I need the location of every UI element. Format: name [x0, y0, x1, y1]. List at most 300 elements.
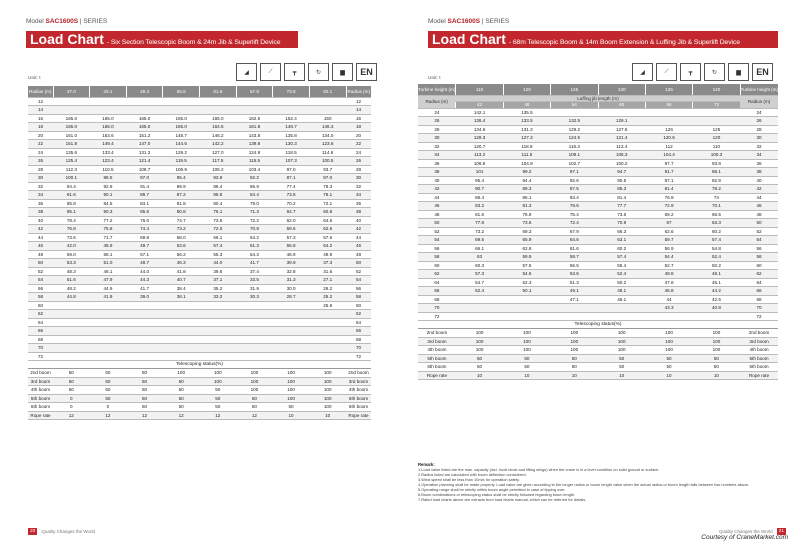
load-cell [456, 312, 503, 321]
load-cell: 129.2 [551, 125, 598, 134]
radius-cell: 56 [28, 284, 53, 293]
load-cell: 95.1 [53, 208, 90, 217]
turbine-height-cell: 120 [503, 84, 550, 95]
load-cell: 99.2 [503, 168, 550, 177]
load-cell: 133.4 [90, 148, 127, 157]
load-cell: 139.8 [236, 140, 273, 149]
boom-length-header: 49.3 [126, 86, 163, 97]
load-cell [163, 97, 200, 106]
percent-cell: 50 [163, 386, 200, 395]
unit-label: Unit: t [428, 76, 441, 81]
load-cell [126, 97, 163, 106]
load-cell: 165.0 [200, 114, 237, 123]
load-cell: 135.8 [273, 131, 310, 140]
table-row [418, 278, 778, 287]
load-cell [126, 301, 163, 310]
load-cell: 51.0 [90, 259, 127, 268]
radius-cell: 44 [418, 193, 456, 202]
load-cell: 106.9 [163, 165, 200, 174]
radius-cell: 44 [740, 193, 778, 202]
radius-cell: 44 [28, 233, 53, 242]
turbine-height-header: Turbine height (m) [740, 84, 778, 95]
percent-cell: 100 [693, 346, 740, 355]
crane-boom-icon: ◢ [236, 63, 257, 81]
load-cell: 63.3 [693, 219, 740, 228]
load-cell [503, 312, 550, 321]
radius-cell: 72 [28, 352, 53, 361]
radius-cell: 44 [346, 233, 371, 242]
load-cell: 93.8 [200, 174, 237, 183]
load-cell: 104.4 [645, 151, 692, 160]
radius-cell: 28 [740, 125, 778, 134]
load-cell: 83.4 [551, 193, 598, 202]
load-cell: 79.6 [551, 202, 598, 211]
load-cell: 124.9 [236, 148, 273, 157]
load-cell: 92.6 [551, 176, 598, 185]
load-cell: 165.0 [163, 123, 200, 132]
radius-cell: 42 [418, 185, 456, 194]
load-cell [163, 335, 200, 344]
table-row [418, 142, 778, 151]
load-cell: 66.1 [456, 244, 503, 253]
radius-cell: 50 [28, 259, 53, 268]
load-cell: 87.1 [273, 174, 310, 183]
radius-cell: 26 [418, 117, 456, 126]
percent-cell: 100 [309, 377, 346, 386]
load-cell: 50.1 [503, 287, 550, 296]
load-cell: 90.7 [456, 185, 503, 194]
load-cell: 148.7 [273, 123, 310, 132]
load-cell: 30.0 [273, 284, 310, 293]
load-cell: 94.4 [503, 176, 550, 185]
radius-cell: 46 [418, 202, 456, 211]
luffing-jib-length-cell: 54 [551, 102, 598, 109]
load-cell: 113.2 [456, 151, 503, 160]
load-cell: 69.3 [503, 227, 550, 236]
load-cell [645, 312, 692, 321]
load-cell [309, 318, 346, 327]
percent-cell: 50 [90, 394, 127, 403]
table-row [418, 304, 778, 313]
boom-section-cell: 2nd boom [418, 329, 456, 338]
radius-cell: 52 [346, 267, 371, 276]
load-cell: 56.8 [273, 242, 310, 251]
table-row [28, 250, 371, 259]
load-cell [273, 310, 310, 319]
load-cell: 112.3 [53, 165, 90, 174]
percent-cell: 100 [503, 346, 550, 355]
percent-cell: 100 [645, 329, 692, 338]
percent-cell: 100 [200, 377, 237, 386]
load-cell: 100.1 [53, 174, 90, 183]
load-cell: 25.8 [309, 301, 346, 310]
load-cell: 81.4 [645, 185, 692, 194]
load-cell [551, 304, 598, 313]
boom-section-cell: 5th boom [740, 354, 778, 363]
load-cell: 42.0 [53, 242, 90, 251]
load-cell: 64.7 [273, 208, 310, 217]
load-cell: 75.6 [90, 225, 127, 234]
load-cell [236, 301, 273, 310]
load-cell: 131.3 [503, 125, 550, 134]
load-cell: 77.8 [456, 219, 503, 228]
radius-cell: 68 [418, 295, 456, 304]
load-cell: 72.1 [309, 199, 346, 208]
percent-cell: 50 [645, 354, 692, 363]
load-cell: 48.3 [53, 267, 90, 276]
radius-cell: 34 [28, 191, 53, 200]
load-cell [200, 310, 237, 319]
telescoping-row [28, 403, 371, 412]
boom-section-cell: 3rd boom [346, 377, 371, 386]
load-cell: 102.7 [551, 159, 598, 168]
radius-cell: 18 [28, 123, 53, 132]
percent-cell: 50 [551, 363, 598, 372]
load-cell: 31.3 [273, 276, 310, 285]
percent-cell: 100 [309, 394, 346, 403]
radius-cell: 64 [28, 318, 53, 327]
turbine-height-cell: 135 [645, 84, 692, 95]
load-cell: 67 [645, 219, 692, 228]
table-row [28, 310, 371, 319]
crane-config-icons [632, 63, 773, 81]
series-model: Model [26, 18, 46, 25]
load-cell: 41.8 [163, 267, 200, 276]
load-cell: 37.1 [200, 276, 237, 285]
percent-cell: 50 [456, 363, 503, 372]
load-cell: 60.8 [309, 208, 346, 217]
load-cell: 89.9 [163, 182, 200, 191]
radius-cell: 32 [418, 142, 456, 151]
load-cell: 83.2 [456, 202, 503, 211]
table-row [28, 208, 371, 217]
load-cell: 90.3 [90, 208, 127, 217]
radius-cell: 46 [346, 242, 371, 251]
boom-section-cell: Rope rate [740, 371, 778, 380]
language-badge: EN [356, 63, 377, 81]
load-cell: 39.6 [200, 267, 237, 276]
load-cell: 58.1 [90, 250, 127, 259]
table-row [28, 216, 371, 225]
load-cell: 127.0 [200, 148, 237, 157]
boom-section-cell: 5th boom [28, 394, 53, 403]
load-cell [503, 295, 550, 304]
load-cell: 72.2 [236, 216, 273, 225]
load-cell: 110.5 [90, 165, 127, 174]
telescoping-row [418, 329, 778, 338]
boom-section-cell: 2nd boom [28, 369, 53, 378]
load-chart-subtitle: - Six Section Telescopic Boom & 24m Jib & Superlift Device [106, 39, 281, 46]
unit-label: Unit: t [28, 76, 41, 81]
load-cell [90, 318, 127, 327]
load-cell: 114.6 [309, 148, 346, 157]
remark-item: 6.Boom combinations or telescoping status shall be strictly followed regarding boom length. [418, 492, 576, 497]
load-cell [456, 295, 503, 304]
table-row [418, 261, 778, 270]
radius-cell: 48 [346, 250, 371, 259]
load-cell [90, 327, 127, 336]
percent-cell: 50 [503, 363, 550, 372]
load-cell: 38.4 [163, 284, 200, 293]
load-cell: 70.2 [273, 199, 310, 208]
load-cell: 97.1 [551, 168, 598, 177]
radius-cell: 12 [28, 97, 53, 106]
table-row [418, 108, 778, 117]
load-cell: 42.5 [693, 295, 740, 304]
load-cell: 88.1 [693, 168, 740, 177]
radius-cell: 60 [740, 261, 778, 270]
percent-cell: 50 [126, 403, 163, 412]
load-cell [53, 310, 90, 319]
boom-section-cell: 4th boom [346, 386, 371, 395]
load-cell: 77.7 [598, 202, 645, 211]
telescoping-row [28, 394, 371, 403]
percent-cell: 50 [126, 394, 163, 403]
rotation-360-icon: ↻ [704, 63, 725, 81]
radius-cell: 24 [740, 108, 778, 117]
radius-cell: 38 [28, 208, 53, 217]
load-cell [273, 327, 310, 336]
load-cell: 165.0 [163, 114, 200, 123]
boom-section-cell: 2nd boom [740, 329, 778, 338]
table-row [418, 134, 778, 143]
load-cell: 48.1 [598, 287, 645, 296]
remark-item: 4.Operation planning shall be made properly. Load value are given according to the longer radius or boom length value when the actual radius or boom length falls between two numbers above. [418, 482, 750, 487]
load-cell: 35.2 [200, 284, 237, 293]
load-cell: 25.2 [309, 293, 346, 302]
table-row [28, 165, 371, 174]
radius-cell: 32 [346, 182, 371, 191]
load-cell: 92.2 [236, 174, 273, 183]
percent-cell: 50 [90, 386, 127, 395]
radius-cell: 56 [418, 244, 456, 253]
percent-cell: 100 [236, 386, 273, 395]
counterweight-icon: ▆ [728, 63, 749, 81]
load-cell: 59.9 [503, 253, 550, 262]
load-cell: 64.2 [309, 242, 346, 251]
radius-cell: 52 [418, 227, 456, 236]
load-cell: 106.6 [456, 159, 503, 168]
table-row [28, 225, 371, 234]
percent-cell: 0 [90, 403, 127, 412]
percent-cell: 100 [598, 346, 645, 355]
load-cell: 135.5 [503, 108, 550, 117]
radius-cell: 52 [740, 227, 778, 236]
outrigger-icon: ┳ [680, 63, 701, 81]
load-cell: 110 [693, 142, 740, 151]
radius-cell: 58 [418, 253, 456, 262]
rotation-360-icon: ↻ [308, 63, 329, 81]
load-cell: 147.0 [126, 140, 163, 149]
load-cell [236, 318, 273, 327]
percent-cell: 50 [163, 377, 200, 386]
load-cell: 126 [645, 125, 692, 134]
percent-cell: 10 [598, 371, 645, 380]
percent-cell: 50 [126, 369, 163, 378]
percent-cell: 100 [309, 369, 346, 378]
load-cell: 57.1 [126, 250, 163, 259]
load-cell: 52.4 [598, 270, 645, 279]
load-cell [236, 327, 273, 336]
load-cell: 119.5 [163, 157, 200, 166]
load-cell [53, 335, 90, 344]
load-cell: 44.3 [126, 276, 163, 285]
load-cell [693, 117, 740, 126]
load-cell: 77.4 [273, 182, 310, 191]
radius-cell: 54 [28, 276, 53, 285]
load-cell: 41.7 [126, 284, 163, 293]
percent-cell: 50 [456, 354, 503, 363]
load-cell [126, 344, 163, 353]
boom-section-cell: 3rd boom [418, 337, 456, 346]
load-cell: 56.2 [163, 250, 200, 259]
table-row [28, 233, 371, 242]
load-cell [200, 344, 237, 353]
percent-cell: 10 [456, 371, 503, 380]
load-cell: 153.6 [90, 131, 127, 140]
load-cell [53, 106, 90, 115]
load-cell [163, 310, 200, 319]
radius-cell: 58 [346, 293, 371, 302]
telescoping-status-title: Telescoping status(%) [418, 321, 778, 329]
percent-cell: 10 [309, 411, 346, 420]
load-cell [53, 301, 90, 310]
load-cell [53, 344, 90, 353]
table-row [28, 293, 371, 302]
boom-section-cell: Rope rate [346, 411, 371, 420]
load-cell: 165.0 [126, 123, 163, 132]
load-cell: 27.1 [309, 276, 346, 285]
load-cell: 94.4 [53, 182, 90, 191]
load-cell: 82.9 [693, 176, 740, 185]
load-cell: 48.2 [53, 284, 90, 293]
load-cell [126, 318, 163, 327]
load-cell: 46.1 [90, 267, 127, 276]
radius-cell: 72 [346, 352, 371, 361]
radius-cell: 40 [346, 216, 371, 225]
radius-cell: 70 [346, 344, 371, 353]
load-cell [163, 301, 200, 310]
load-cell: 79.0 [236, 199, 273, 208]
radius-cell: 20 [346, 131, 371, 140]
load-cell: 80.4 [200, 199, 237, 208]
load-cell: 45.8 [645, 287, 692, 296]
load-cell: 50.2 [693, 261, 740, 270]
percent-cell: 50 [53, 386, 90, 395]
load-cell: 37.3 [309, 259, 346, 268]
load-cell [53, 327, 90, 336]
load-cell: 129.1 [598, 117, 645, 126]
percent-cell: 12 [126, 411, 163, 420]
load-cell: 101 [456, 168, 503, 177]
load-cell: 71.3 [236, 208, 273, 217]
load-cell [90, 335, 127, 344]
load-cell: 41.9 [90, 293, 127, 302]
boom-section-cell: 5th boom [418, 354, 456, 363]
load-cell: 86.9 [236, 182, 273, 191]
load-cell: 51.6 [53, 276, 90, 285]
radius-header: Radius (m) [28, 86, 53, 97]
percent-cell: 0 [53, 403, 90, 412]
radius-cell: 56 [740, 244, 778, 253]
load-cell: 79.3 [309, 182, 346, 191]
radius-cell: 66 [28, 327, 53, 336]
radius-header: Radius (m) [346, 86, 371, 97]
remark-item: 3.Wind speed shall be less than 10m/s for operation safety. [418, 477, 520, 482]
percent-cell: 10 [273, 411, 310, 420]
load-cell [126, 327, 163, 336]
radius-cell: 42 [28, 225, 53, 234]
load-cell: 105.2 [200, 165, 237, 174]
load-cell [90, 310, 127, 319]
boom-section-cell: 6th boom [28, 403, 53, 412]
telescoping-row [28, 377, 371, 386]
load-cell: 46.1 [598, 295, 645, 304]
section-row [28, 361, 371, 369]
load-cell: 87.2 [163, 191, 200, 200]
radius-cell: 24 [28, 148, 53, 157]
load-cell: 73.2 [456, 227, 503, 236]
load-cell: 93.8 [693, 159, 740, 168]
load-cell: 98.5 [90, 174, 127, 183]
load-cell: 40.7 [163, 276, 200, 285]
load-cell: 86.4 [456, 193, 503, 202]
load-cell: 57.4 [693, 236, 740, 245]
radius-cell: 64 [346, 318, 371, 327]
remarks-title: Remark: [418, 462, 435, 467]
load-cell: 72.0 [200, 225, 237, 234]
radius-cell: 40 [418, 176, 456, 185]
load-cell [236, 97, 273, 106]
load-cell: 111.5 [503, 151, 550, 160]
load-cell: 54.4 [645, 253, 692, 262]
load-cell: 80.8 [163, 208, 200, 217]
table-row [28, 259, 371, 268]
radius-cell: 64 [740, 278, 778, 287]
percent-cell: 100 [645, 337, 692, 346]
percent-cell: 50 [273, 403, 310, 412]
load-cell: 47.9 [90, 276, 127, 285]
percent-cell: 50 [163, 394, 200, 403]
load-cell: 62.8 [503, 244, 550, 253]
radius-cell: 32 [740, 142, 778, 151]
boom-section-cell: 6th boom [418, 363, 456, 372]
load-cell [551, 312, 598, 321]
load-cell: 59.5 [273, 225, 310, 234]
load-cell [598, 312, 645, 321]
remark-item: 7.Rated load charts above are extracts from load charts manual, which can be referred for details. [418, 497, 587, 502]
table-row [418, 253, 778, 262]
radius-cell: 34 [418, 151, 456, 160]
load-cell [456, 304, 503, 313]
table-row [28, 174, 371, 183]
load-cell: 84.4 [236, 191, 273, 200]
load-cell: 49.7 [126, 242, 163, 251]
load-chart-table [418, 84, 778, 380]
remarks [418, 462, 778, 502]
load-cell: 43.3 [645, 304, 692, 313]
load-cell: 28.7 [273, 293, 310, 302]
load-cell: 95.4 [456, 176, 503, 185]
boom-length-header: 61.6 [200, 86, 237, 97]
load-cell [53, 318, 90, 327]
load-cell: 76.1 [309, 191, 346, 200]
table-row [418, 117, 778, 126]
boom-section-cell: 2nd boom [346, 369, 371, 378]
percent-cell: 100 [551, 329, 598, 338]
load-cell: 57.3 [456, 270, 503, 279]
percent-cell: 10 [645, 371, 692, 380]
